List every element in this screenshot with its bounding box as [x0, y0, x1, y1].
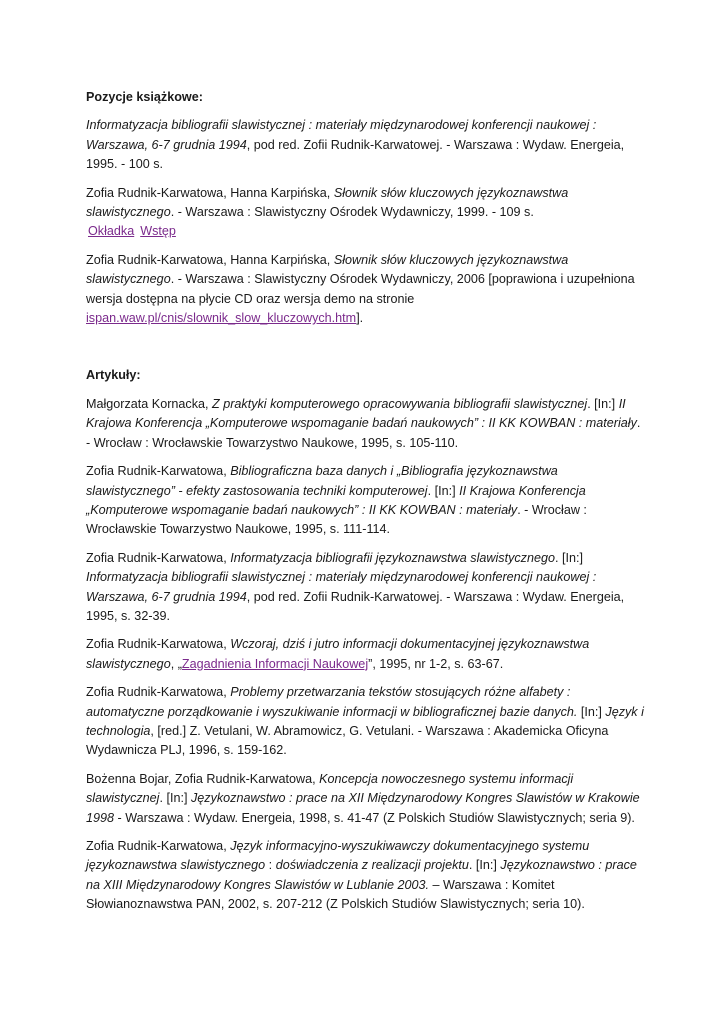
- article-3-authors: Zofia Rudnik-Karwatowa,: [86, 550, 231, 565]
- article-1-title: Z praktyki komputerowego opracowywania bibliografii slawistycznej: [212, 396, 588, 411]
- book-3-details: . - Warszawa : Slawistyczny Ośrodek Wydawniczy, 2006 [poprawiona i uzupełniona wersja dostępna na płycie CD oraz wersja demo na stronie: [86, 272, 635, 306]
- book-3-authors: Zofia Rudnik-Karwatowa, Hanna Karpińska,: [86, 252, 334, 267]
- article-entry-7: [86, 837, 646, 915]
- article-6-details: - Warszawa : Wydaw. Energeia, 1998, s. 41-47 (Z Polskich Studiów Slawistycznych; seria 9).: [114, 810, 635, 825]
- article-5-title: Problemy przetwarzania tekstów stosujących różne alfabety : automatyczne porządkowanie i wyszukiwanie informacji w bibliograficznej bazie danych.: [86, 685, 578, 719]
- article-7-subtitle: doświadczenia z realizacji projektu: [275, 858, 469, 873]
- article-6-source: Językoznawstwo : prace na XII Międzynarodowy Kongres Slawistów w Krakowie 1998: [86, 791, 640, 825]
- article-entry-3: [86, 549, 646, 627]
- article-1-authors: Małgorzata Kornacka,: [86, 396, 212, 411]
- article-entry-5: [86, 683, 646, 761]
- article-3-in: . [In:]: [554, 550, 583, 565]
- article-1-source: II Krajowa Konferencja „Komputerowe wspomaganie badań naukowych” : II KK KOWBAN : materiały: [86, 396, 637, 431]
- book-1-details: , pod red. Zofii Rudnik-Karwatowej. - Warszawa : Wydaw. Energeia, 1995. - 100 s.: [86, 137, 625, 172]
- article-2-in: . [In:]: [427, 483, 460, 498]
- article-7-title: Język informacyjno-wyszukiwawczy dokumentacyjnego systemu językoznawstwa slawistycznego: [86, 839, 590, 873]
- article-2-source: II Krajowa Konferencja „Komputerowe wspomaganie badań naukowych” : II KK KOWBAN : materiały: [86, 483, 586, 517]
- document-page: [86, 88, 646, 924]
- article-3-details: , pod red. Zofii Rudnik-Karwatowej. - Warszawa : Wydaw. Energeia, 1995, s. 32-39.: [86, 589, 625, 623]
- article-4-quote-open: , „: [170, 656, 182, 671]
- article-6-authors: Bożenna Bojar, Zofia Rudnik-Karwatowa,: [86, 771, 320, 786]
- book-2-authors: Zofia Rudnik-Karwatowa, Hanna Karpińska,: [86, 185, 334, 200]
- article-7-sep: :: [265, 858, 276, 873]
- article-5-source: Język i technologia: [86, 704, 644, 738]
- article-3-source: Informatyzacja bibliografii slawistycznej : materiały międzynarodowej konferencji naukowej : Warszawa, 6-7 grudnia 1994: [86, 570, 597, 604]
- article-4-details: ”, 1995, nr 1-2, s. 63-67.: [368, 656, 504, 671]
- article-entry-2: [86, 462, 646, 540]
- article-7-details: – Warszawa : Komitet Słowianoznawstwa PAN, 2002, s. 207-212 (Z Polskich Studiów Slawistycznych; seria 10).: [86, 877, 585, 912]
- article-7-in: . [In:]: [468, 858, 501, 873]
- article-2-title: Bibliograficzna baza danych i „Bibliografia językoznawstwa slawistycznego” - efekty zastosowania techniki komputerowej: [86, 464, 558, 498]
- book-entry-3: [86, 251, 646, 329]
- article-2-authors: Zofia Rudnik-Karwatowa,: [86, 464, 231, 479]
- article-1-in: . [In:]: [587, 396, 619, 411]
- article-6-in: . [In:]: [159, 791, 191, 806]
- book-3-tail: ].: [356, 311, 364, 326]
- book-2-links: [86, 224, 182, 238]
- article-entry-1: [86, 395, 646, 453]
- article-entry-4: [86, 635, 646, 674]
- dictionary-web-link[interactable]: ispan.waw.pl/cnis/slownik_slow_kluczowych.htm: [86, 311, 357, 326]
- articles-heading: Artykuły:: [86, 368, 141, 383]
- article-1-details: . - Wrocław : Wrocławskie Towarzystwo Naukowe, 1995, s. 105-110.: [86, 416, 641, 450]
- journal-link[interactable]: Zagadnienia Informacji Naukowej: [181, 656, 369, 671]
- article-4-title: Wczoraj, dziś i jutro informacji dokumentacyjnej językoznawstwa slawistycznego: [86, 637, 590, 671]
- article-4-authors: Zofia Rudnik-Karwatowa,: [86, 637, 231, 652]
- preface-link[interactable]: Wstęp: [140, 224, 176, 239]
- article-7-authors: Zofia Rudnik-Karwatowa,: [86, 839, 231, 853]
- article-5-details: , [red.] Z. Vetulani, W. Abramowicz, G. Vetulani. - Warszawa : Akademicka Oficyna Wydawnicza PLJ, 1996, s. 159-162.: [86, 723, 609, 758]
- cover-link[interactable]: Okładka: [88, 224, 135, 239]
- book-3-title: Słownik słów kluczowych językoznawstwa slawistycznego: [86, 252, 569, 287]
- books-heading: Pozycje książkowe:: [86, 90, 203, 104]
- article-7-source: Językoznawstwo : prace na XIII Międzynarodowy Kongres Slawistów w Lublanie 2003.: [86, 858, 637, 892]
- book-1-subtitle: : materiały międzynarodowej konferencji naukowej : Warszawa, 6-7 grudnia 1994: [86, 118, 597, 152]
- article-5-authors: Zofia Rudnik-Karwatowa,: [86, 685, 231, 700]
- book-1-title: Informatyzacja bibliografii slawistycznej: [86, 118, 306, 133]
- article-5-in: [In:]: [577, 704, 606, 719]
- book-entry-1: [86, 116, 646, 174]
- article-2-details: . - Wrocław : Wrocławskie Towarzystwo Naukowe, 1995, s. 111-114.: [86, 502, 587, 537]
- article-3-title: Informatyzacja bibliografii językoznawstwa slawistycznego: [230, 550, 555, 565]
- article-entry-6: [86, 770, 646, 828]
- book-2-title: Słownik słów kluczowych językoznawstwa slawistycznego: [86, 185, 569, 220]
- book-2-details: . - Warszawa : Slawistyczny Ośrodek Wydawniczy, 1999. - 109 s.: [170, 205, 534, 220]
- book-entry-2: [86, 184, 646, 242]
- article-6-title: Koncepcja nowoczesnego systemu informacji slawistycznej: [86, 771, 574, 806]
